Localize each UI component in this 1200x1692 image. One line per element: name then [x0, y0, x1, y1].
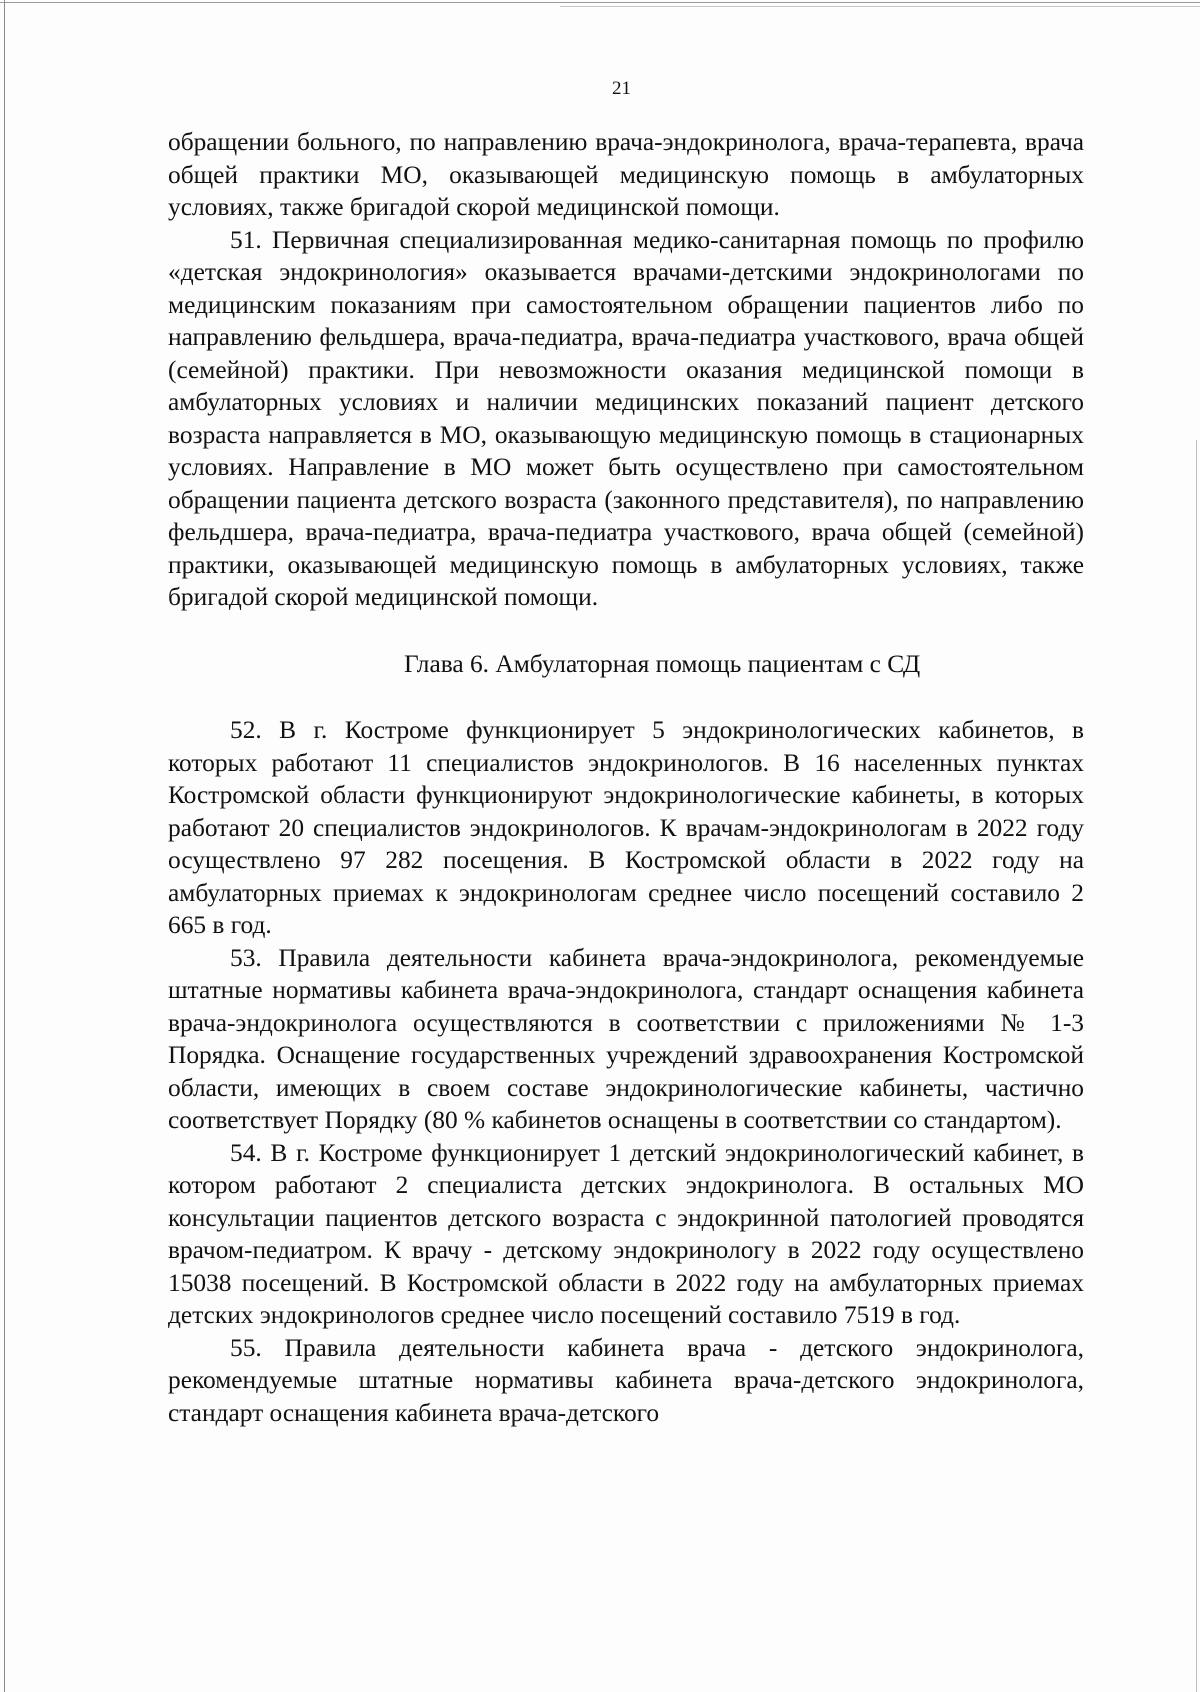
paragraph-53: 53. Правила деятельности кабинета врача-эндокринолога, рекомендуемые штатные нормативы кабинета врача-эндокринолога, стандарт оснащения кабинета врача-эндокринолога осуществляются в соответствии с приложениями № 1-3 Порядка. Оснащение государственных учреждений здравоохранения Костромской области, имеющих в своем составе эндокринологические кабинеты, частично соответствует Порядку (80 % кабинетов оснащены в соответствии со стандартом).	[168, 943, 1084, 1134]
page-number: 21	[612, 78, 631, 99]
paragraph-54: 54. В г. Костроме функционирует 1 детский эндокринологический кабинет, в котором работают 2 специалиста детских эндокринолога. В остальных МО консультации пациентов детского возраста с эндокринной патологией проводятся врачом-педиатром. К врачу - детскому эндокринологу в 2022 году осуществлено 15038 посещений. В Костромской области в 2022 году на амбулаторных приемах детских эндокринологов среднее число посещений составило 7519 в год.	[168, 1138, 1084, 1329]
scan-edge-right	[1196, 440, 1197, 1692]
scan-edge-top-secondary	[560, 6, 1200, 7]
document-body	[168, 126, 1084, 1429]
paragraph-52: 52. В г. Костроме функционирует 5 эндокринологических кабинетов, в которых работают 11 специалистов эндокринологов. В 16 населенных пунктах Костромской области функционируют эндокринологические кабинеты, в которых работают 20 специалистов эндокринологов. К врачам-эндокринологам в 2022 году осуществлено 97 282 посещения. В Костромской области в 2022 году на амбулаторных приемах к эндокринологам среднее число посещений составило 2 665 в год.	[168, 716, 1084, 939]
scan-edge-left	[4, 0, 5, 1692]
scan-edge-top	[0, 2, 1200, 3]
chapter-title: Глава 6. Амбулаторная помощь пациентам с СД	[404, 649, 921, 678]
paragraph-continuation: обращении больного, по направлению врача-эндокринолога, врача-терапевта, врача общей практики МО, оказывающей медицинскую помощь в амбулаторных условиях, также бригадой скорой медицинской помощи.	[168, 128, 1084, 221]
paragraph-51: 51. Первичная специализированная медико-санитарная помощь по профилю «детская эндокринология» оказывается врачами-детскими эндокринологами по медицинским показаниям при самостоятельном обращении пациентов либо по направлению фельдшера, врача-педиатра, врача-педиатра участкового, врача общей (семейной) практики. При невозможности оказания медицинской помощи в амбулаторных условиях и наличии медицинских показаний пациент детского возраста направляется в МО, оказывающую медицинскую помощь в стационарных условиях. Направление в МО может быть осуществлено при самостоятельном обращении пациента детского возраста (законного представителя), по направлению фельдшера, врача-педиатра, врача-педиатра участкового, врача общей (семейной) практики, оказывающей медицинскую помощь в амбулаторных условиях, также бригадой скорой медицинской помощи.	[168, 225, 1084, 611]
paragraph-55: 55. Правила деятельности кабинета врача - детского эндокринолога, рекомендуемые штатные нормативы кабинета врача-детского эндокринолога, стандарт оснащения кабинета врача-детского	[168, 1333, 1084, 1427]
